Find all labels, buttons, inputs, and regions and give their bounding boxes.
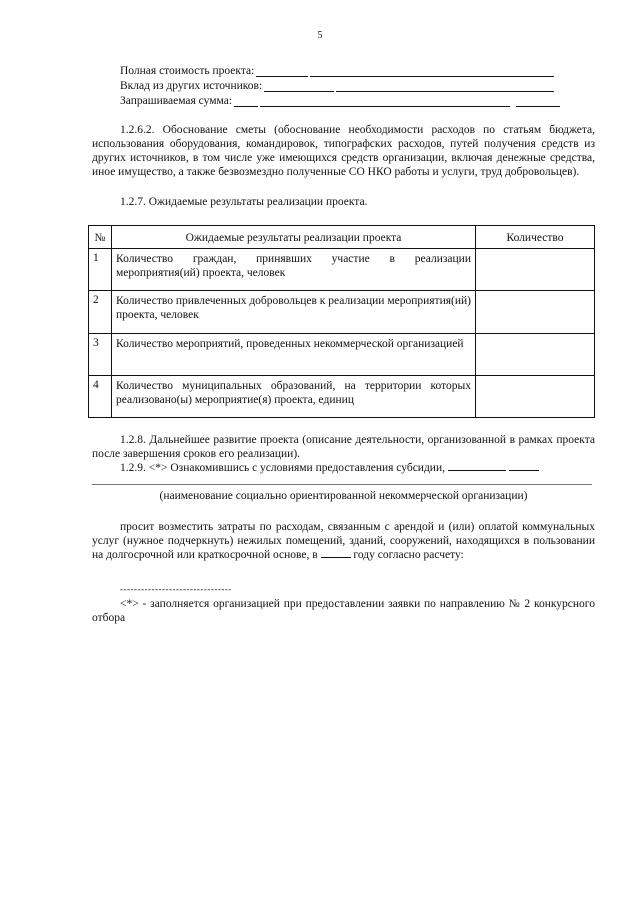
- footnote-separator: --------------------------------: [120, 584, 232, 594]
- row-number: 2: [89, 291, 112, 334]
- year-blank[interactable]: [321, 557, 351, 558]
- header-results: Ожидаемые результаты реализации проекта: [112, 226, 476, 249]
- field-other-sources: [120, 77, 580, 92]
- quantity-cell[interactable]: [476, 334, 595, 376]
- budget-fields: [120, 62, 580, 107]
- blank-line[interactable]: [310, 65, 554, 77]
- row-number: 4: [89, 376, 112, 418]
- blank-line[interactable]: [509, 470, 539, 471]
- table-header-row: [89, 226, 595, 249]
- table-row: [89, 334, 595, 376]
- field-label: Запрашиваемая сумма:: [120, 95, 233, 107]
- row-number: 3: [89, 334, 112, 376]
- row-text: Количество муниципальных образований, на территории которых реализовано(ы) мероприятие(я) проекта, единиц: [112, 376, 476, 418]
- field-label: Полная стоимость проекта:: [120, 65, 255, 77]
- header-num: №: [89, 226, 112, 249]
- results-table: [88, 225, 595, 418]
- paragraph-128: 1.2.8. Дальнейшее развитие проекта (описание деятельности, организованной в рамках проекта после завершения сроков его реализации).: [92, 434, 595, 460]
- paragraph-127: 1.2.7. Ожидаемые результаты реализации проекта.: [120, 196, 368, 208]
- blank-line[interactable]: [516, 95, 560, 107]
- table-row: [89, 291, 595, 334]
- request-text: просит возместить затраты по расходам, связанным с арендой и (или) оплатой коммунальных услуг (нужное подчеркнуть) нежилых помещений, зданий, сооружений, находящихся в пользовании на долгосрочной или краткосрочной основе, в: [92, 521, 595, 561]
- row-number: 1: [89, 249, 112, 291]
- row-text: Количество привлеченных добровольцев к реализации мероприятия(ий) проекта, человек: [112, 291, 476, 334]
- request-text-end: году согласно расчету:: [353, 549, 464, 561]
- field-requested-amount: [120, 92, 580, 107]
- organization-name-line[interactable]: [92, 484, 592, 485]
- row-text: Количество граждан, принявших участие в реализации мероприятия(ий) проекта, человек: [112, 249, 476, 291]
- caption-organization: (наименование социально ориентированной некоммерческой организации): [159, 490, 528, 502]
- quantity-cell[interactable]: [476, 291, 595, 334]
- paragraph-request: [92, 520, 595, 562]
- paragraph-1262: 1.2.6.2. Обоснование сметы (обоснование необходимости расходов по статьям бюджета, использования оборудования, командировок, типографских расходов, путей получения средств из других источников, в том числе уже имеющихся средств организации, включая денежные средства, иное имущество, а также безвозмездно полученные СО НКО работы и услуги, труд добровольцев).: [92, 124, 595, 178]
- table-row: [89, 249, 595, 291]
- blank-line[interactable]: [234, 95, 258, 107]
- field-total-cost: [120, 62, 580, 77]
- header-quantity: Количество: [476, 226, 595, 249]
- blank-line[interactable]: [336, 80, 554, 92]
- blank-line[interactable]: [256, 65, 308, 77]
- page-number: 5: [317, 30, 323, 41]
- quantity-cell[interactable]: [476, 376, 595, 418]
- table-row: [89, 376, 595, 418]
- footnote: <*> - заполняется организацией при предоставлении заявки по направлению № 2 конкурсного отбора: [92, 598, 595, 624]
- field-label: Вклад из других источников:: [120, 80, 263, 92]
- quantity-cell[interactable]: [476, 249, 595, 291]
- paragraph-129: [92, 461, 595, 475]
- row-text: Количество мероприятий, проведенных некоммерческой организацией: [112, 334, 476, 376]
- blank-line[interactable]: [448, 470, 506, 471]
- paragraph-129-text: 1.2.9. <*> Ознакомившись с условиями предоставления субсидии,: [120, 462, 445, 474]
- blank-line[interactable]: [260, 95, 510, 107]
- blank-line[interactable]: [264, 80, 334, 92]
